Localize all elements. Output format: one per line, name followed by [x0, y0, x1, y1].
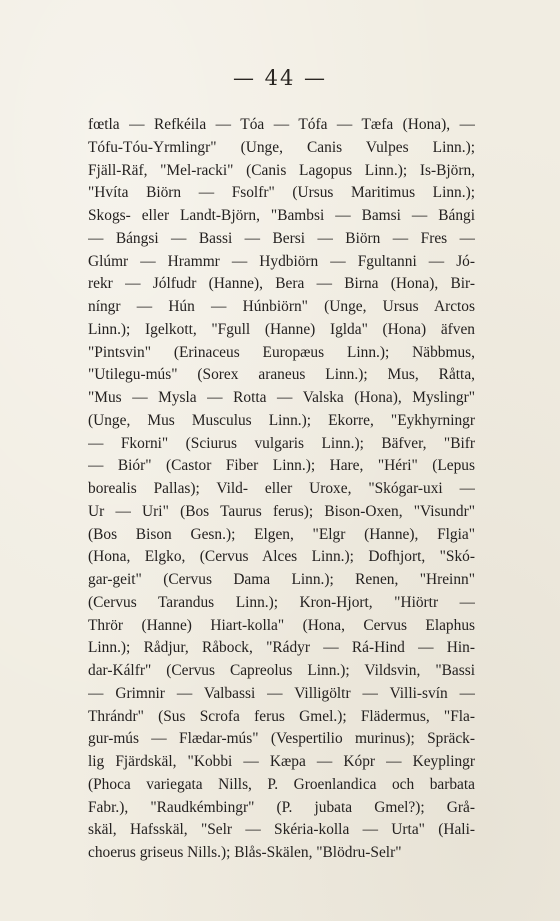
- text-line: — Fkorni" (Sciurus vulgaris Linn.); Bäfver, "Bifr: [88, 434, 475, 452]
- text-line: "Mus — Mysla — Rotta — Valska (Hona), Myslingr": [88, 389, 475, 406]
- text-line: Fjäll-Räf, "Mel-racki" (Canis Lagopus Linn.); Is-Björn,: [88, 161, 475, 179]
- text-line: Linn.); Rådjur, Råbock, "Rádyr — Rá-Hind — Hin-: [88, 639, 475, 657]
- text-line: Thrándr" (Sus Scrofa ferus Gmel.); Flädermus, "Fla-: [88, 707, 475, 725]
- text-line: (Cervus Tarandus Linn.); Kron-Hjort, "Hiörtr —: [88, 593, 475, 611]
- text-line: Tófu-Tóu-Yrmlingr" (Unge, Canis Vulpes Linn.);: [88, 138, 475, 156]
- text-line: "Utilegu-mús" (Sorex araneus Linn.); Mus, Råtta,: [88, 366, 475, 384]
- body-text: [88, 114, 475, 865]
- text-line: gar-geit" (Cervus Dama Linn.); Renen, "Hreinn": [88, 571, 475, 588]
- text-line: Glúmr — Hrammr — Hydbiörn — Fgultanni — Jó-: [88, 252, 475, 270]
- text-line: níngr — Hún — Húnbiörn" (Unge, Ursus Arctos: [88, 298, 475, 315]
- text-line: — Biór" (Castor Fiber Linn.); Hare, "Héri" (Lepus: [88, 457, 475, 475]
- text-line: (Bos Bison Gesn.); Elgen, "Elgr (Hanne), Flgia": [88, 525, 475, 543]
- text-line: Skogs- eller Landt-Björn, "Bambsi — Bamsi — Bángi: [88, 207, 475, 224]
- text-line: lig Fjärdskäl, "Kobbi — Kæpa — Kópr — Keyplingr: [88, 753, 475, 770]
- text-line: Thrör (Hanne) Hiart-kolla" (Hona, Cervus Elaphus: [88, 616, 475, 634]
- text-line: (Hona, Elgko, (Cervus Alces Linn.); Dofhjort, "Skó-: [88, 548, 475, 566]
- text-line: "Pintsvin" (Erinaceus Europæus Linn.); Näbbmus,: [88, 343, 475, 361]
- text-line: "Hvíta Biörn — Fsolfr" (Ursus Maritimus Linn.);: [88, 184, 475, 202]
- text-line: Ur — Uri" (Bos Taurus ferus); Bison-Oxen, "Visundr": [88, 502, 475, 520]
- text-line: dar-Kálfr" (Cervus Capreolus Linn.); Vildsvin, "Bassi: [88, 662, 475, 679]
- page-number: — 44 —: [232, 66, 328, 90]
- text-line: gur-mús — Flædar-mús" (Vespertilio murinus); Spräck-: [88, 730, 475, 748]
- text-line: fœtla — Refkéila — Tóa — Tófa — Tæfa (Hona), —: [88, 116, 475, 133]
- text-line: (Unge, Mus Musculus Linn.); Ekorre, "Eykhyrningr: [88, 411, 475, 429]
- text-line: Linn.); Igelkott, "Fgull (Hanne) Iglda" (Hona) äfven: [88, 320, 475, 338]
- text-line: skäl, Hafsskäl, "Selr — Skéria-kolla — Urta" (Hali-: [88, 821, 475, 839]
- text-line: — Bángsi — Bassi — Bersi — Biörn — Fres —: [88, 229, 475, 247]
- text-line: — Grimnir — Valbassi — Villigöltr — Villi-svín —: [88, 684, 475, 702]
- text-line: (Phoca variegata Nills, P. Groenlandica och barbata: [88, 775, 475, 793]
- text-line: rekr — Jólfudr (Hanne), Bera — Birna (Hona), Bir-: [88, 275, 475, 293]
- text-line: choerus griseus Nills.); Blås-Skälen, "Blödru-Selr": [88, 844, 402, 861]
- text-line: borealis Pallas); Vild- eller Uroxe, "Skógar-uxi —: [88, 480, 475, 497]
- text-line: Fabr.), "Raudkémbingr" (P. jubata Gmel?); Grå-: [88, 798, 475, 816]
